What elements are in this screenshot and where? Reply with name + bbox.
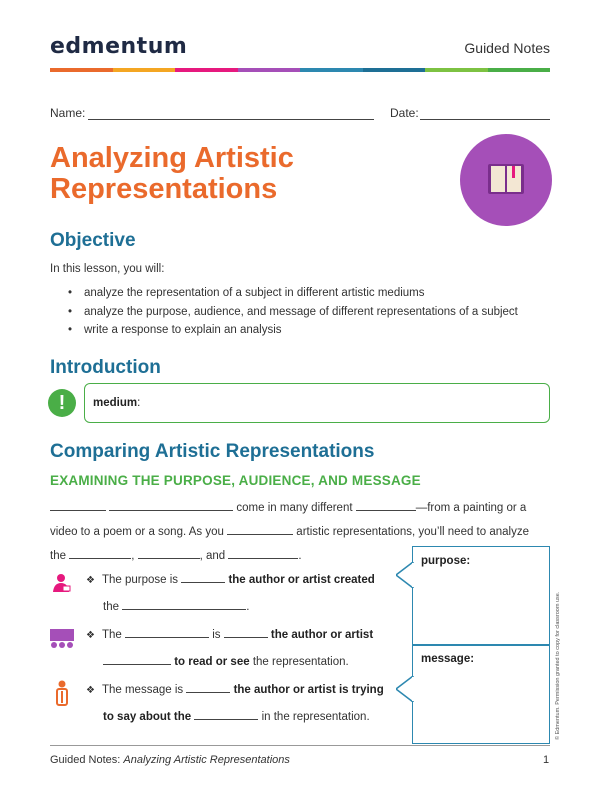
blank[interactable]: [224, 627, 268, 638]
text: in the representation.: [261, 711, 370, 723]
objective-heading: Objective: [50, 230, 136, 251]
purpose-box-label: purpose:: [421, 555, 471, 567]
text: .: [246, 601, 250, 613]
blank[interactable]: [125, 627, 209, 638]
term-word: medium: [93, 397, 138, 409]
text: is: [212, 629, 221, 641]
text: come in many different: [236, 502, 353, 514]
blank[interactable]: [356, 500, 416, 511]
section-subheading: EXAMINING THE PURPOSE, AUDIENCE, AND MESSAGE: [50, 473, 421, 488]
audience-line-2: [103, 654, 349, 668]
text: ,: [131, 550, 135, 562]
artist-palette-icon: [50, 572, 72, 594]
text: the author or artist created: [228, 574, 375, 586]
footer-label: Guided Notes:: [50, 754, 121, 766]
diamond-bullet-icon: ❖: [86, 685, 95, 696]
text: the: [50, 550, 66, 562]
text: the: [103, 601, 119, 613]
name-label: Name:: [50, 106, 86, 120]
objective-list: [68, 287, 518, 343]
footer-doc-title: Analyzing Artistic Representations: [123, 754, 290, 766]
text: the author or artist: [270, 629, 374, 641]
blank[interactable]: [138, 548, 200, 559]
doc-type-label: Guided Notes: [464, 40, 550, 56]
text: .: [298, 550, 302, 562]
page-title: [50, 143, 430, 205]
purpose-line-2: [103, 599, 249, 613]
color-stripe-segment: [238, 68, 301, 72]
date-label: Date:: [390, 106, 419, 120]
color-stripe-segment: [300, 68, 363, 72]
color-stripe-segment: [488, 68, 551, 72]
text: The: [101, 629, 122, 641]
text: —from a painting or a: [415, 502, 527, 514]
purpose-box[interactable]: [412, 546, 550, 646]
page-number: 1: [543, 754, 550, 766]
objective-intro: In this lesson, you will:: [50, 263, 165, 275]
introduction-heading: Introduction: [50, 357, 161, 378]
text: to read or see: [174, 656, 250, 668]
list-item: • analyze the purpose, audience, and message of different representations of a subject: [68, 306, 518, 325]
message-line-1: [86, 682, 384, 696]
open-book-icon: [460, 134, 552, 226]
list-item: • write a response to explain an analysis: [68, 324, 518, 343]
audience-line-1: [86, 627, 373, 641]
text: , and: [199, 550, 226, 562]
title-line-2: Representations: [50, 173, 278, 205]
diamond-bullet-icon: ❖: [86, 630, 95, 641]
blank[interactable]: [186, 682, 230, 693]
blank[interactable]: [109, 500, 233, 511]
message-line-2: [103, 709, 370, 723]
paragraph-line-2: [50, 524, 529, 538]
text: artistic representations, you’ll need to analyze: [296, 526, 529, 538]
edmentum-logo: edmentum: [50, 34, 188, 59]
vocab-term: [93, 397, 140, 409]
diamond-bullet-icon: ❖: [86, 575, 95, 586]
paragraph-line-1: [50, 500, 526, 514]
name-field[interactable]: [88, 119, 374, 120]
purpose-callout-pointer: [396, 562, 414, 588]
term-colon: :: [137, 397, 141, 409]
text: video to a poem or a song. As you: [50, 526, 224, 538]
date-field[interactable]: [420, 119, 550, 120]
blank[interactable]: [194, 709, 258, 720]
color-stripe-segment: [175, 68, 238, 72]
message-pen-icon: [54, 680, 70, 706]
blank[interactable]: [122, 599, 246, 610]
text: to say about the: [103, 711, 192, 723]
comparing-heading: Comparing Artistic Representations: [50, 441, 375, 462]
blank[interactable]: [50, 500, 106, 511]
message-box[interactable]: [412, 644, 550, 744]
blank[interactable]: [227, 524, 293, 535]
page-header: [50, 34, 550, 64]
text: The purpose is: [101, 574, 179, 586]
list-item: • analyze the representation of a subject in different artistic mediums: [68, 287, 518, 306]
blank[interactable]: [69, 548, 131, 559]
color-stripe: [50, 68, 550, 72]
blank[interactable]: [228, 548, 298, 559]
exclamation-icon: !: [48, 389, 76, 417]
vocabulary-box[interactable]: [84, 383, 550, 423]
paragraph-line-3: [50, 548, 302, 562]
message-box-label: message:: [421, 653, 475, 665]
text: the representation.: [252, 656, 349, 668]
color-stripe-segment: [113, 68, 176, 72]
text: The message is: [101, 684, 184, 696]
copyright-notice: © Edmentum. Permission granted to copy for classroom use.: [555, 591, 561, 740]
color-stripe-segment: [425, 68, 488, 72]
color-stripe-segment: [50, 68, 113, 72]
blank[interactable]: [103, 654, 171, 665]
footer-divider: [50, 745, 550, 746]
blank[interactable]: [181, 572, 225, 583]
text: the author or artist is trying: [233, 684, 384, 696]
purpose-line-1: [86, 572, 375, 586]
footer-title: [50, 754, 290, 766]
title-line-1: Analyzing Artistic: [50, 142, 294, 174]
color-stripe-segment: [363, 68, 426, 72]
message-callout-pointer: [396, 676, 414, 702]
audience-icon: [50, 629, 74, 649]
